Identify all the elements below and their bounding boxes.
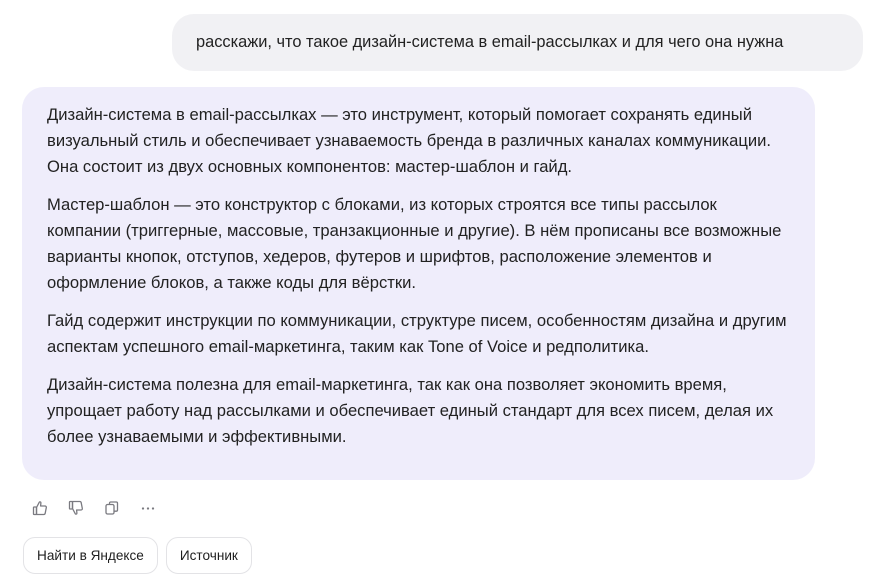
- like-button[interactable]: [30, 497, 50, 519]
- more-icon: [140, 500, 156, 516]
- suggestion-chips: [23, 537, 252, 574]
- user-message-bubble: [172, 14, 863, 71]
- dislike-button[interactable]: [66, 497, 86, 519]
- assistant-paragraph: Мастер-шаблон — это конструктор с блоками, из которых строятся все типы рассылок компании (триггерные, массовые, транзакционные и другие). В нём прописаны все возможные варианты кнопок, отступов, хедеров, футеров и шрифтов, расположение элементов и оформление блоков, а также коды для вёрстки.: [47, 195, 782, 292]
- assistant-paragraph: Гайд содержит инструкции по коммуникации, структуре писем, особенностям дизайна и другим аспектам успешного email-маркетинга, таким как Tone of Voice и редполитика.: [47, 311, 787, 356]
- user-message-text: расскажи, что такое дизайн-система в email-рассылках и для чего она нужна: [196, 33, 784, 51]
- more-button[interactable]: [138, 497, 158, 519]
- copy-icon: [104, 500, 120, 516]
- assistant-paragraph: Дизайн-система в email-рассылках — это инструмент, который помогает сохранять единый визуальный стиль и обеспечивает узнаваемость бренда в различных каналах коммуникации. Она состоит из двух основных компонентов: мастер-шаблон и гайд.: [47, 105, 772, 176]
- assistant-paragraph: Дизайн-система полезна для email-маркетинга, так как она позволяет экономить время, упрощает работу над рассылками и обеспечивает единый стандарт для всех писем, делая их более узнаваемыми и эффективными.: [47, 375, 774, 446]
- search-in-yandex-button[interactable]: Найти в Яндексе: [23, 537, 158, 574]
- message-actions: [30, 497, 158, 519]
- thumbs-up-icon: [32, 500, 48, 516]
- thumbs-down-icon: [68, 500, 84, 516]
- copy-button[interactable]: [102, 497, 122, 519]
- source-button[interactable]: Источник: [166, 537, 252, 574]
- assistant-message-bubble: [22, 87, 815, 480]
